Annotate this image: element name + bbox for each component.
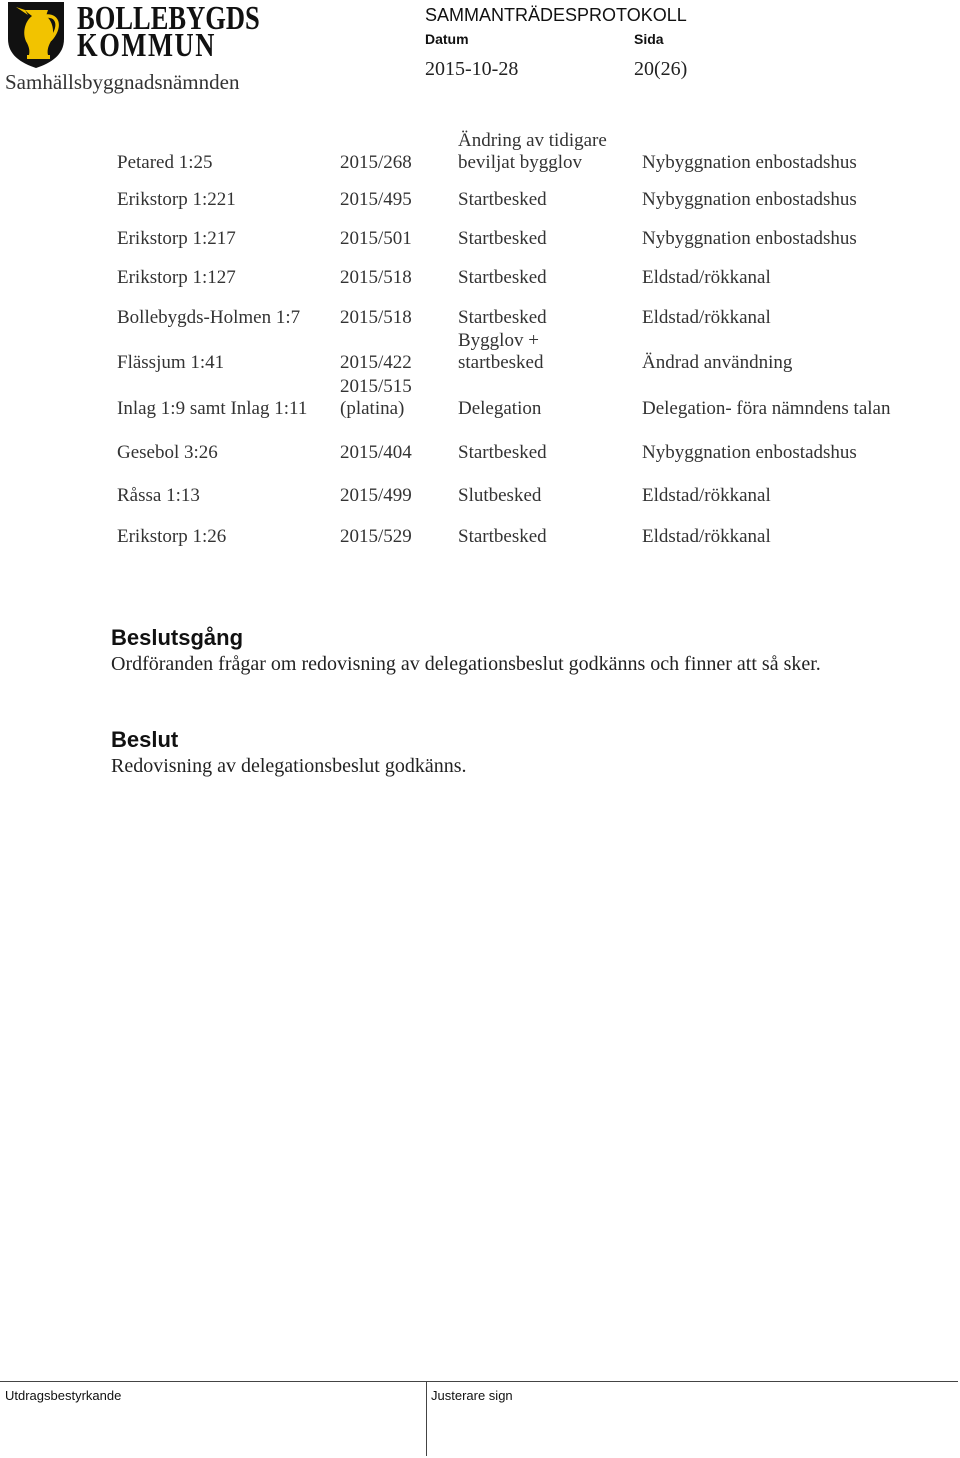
cell-property: Petared 1:25 xyxy=(117,152,213,173)
cell-case-number: 2015/495 xyxy=(340,189,412,210)
logo-wordmark-line2: KOMMUN xyxy=(77,27,216,64)
cell-property: Inlag 1:9 samt Inlag 1:11 xyxy=(117,398,308,419)
document-type: SAMMANTRÄDESPROTOKOLL xyxy=(425,5,687,25)
footer-divider xyxy=(0,1381,958,1382)
table-row xyxy=(117,374,959,420)
cell-decision: Delegation xyxy=(458,398,542,419)
section-heading-decision-process: Beslutsgång xyxy=(111,625,244,650)
cell-description: Nybyggnation enbostadshus xyxy=(642,228,857,249)
cell-description: Nybyggnation enbostadshus xyxy=(642,442,857,463)
cell-description: Eldstad/rökkanal xyxy=(642,267,771,288)
cell-case-number: 2015/518 xyxy=(340,267,412,288)
table-row xyxy=(117,329,959,374)
cell-property: Flässjum 1:41 xyxy=(117,352,225,373)
department-name: Samhällsbyggnadsnämnden xyxy=(5,70,240,94)
cell-decision: Slutbesked xyxy=(458,485,542,506)
cell-property: Erikstorp 1:26 xyxy=(117,526,227,547)
footer-adjuster-signature-label: Justerare sign xyxy=(431,1388,513,1403)
cell-property: Erikstorp 1:127 xyxy=(117,267,236,288)
cell-property: Erikstorp 1:221 xyxy=(117,189,236,210)
footer-column-divider xyxy=(426,1381,427,1456)
cell-decision: Startbesked xyxy=(458,526,547,547)
cell-case-number: 2015/268 xyxy=(340,152,412,173)
cell-case-number: 2015/501 xyxy=(340,228,412,249)
crest-jug-base xyxy=(27,55,50,59)
cell-case-number: 2015/518 xyxy=(340,307,412,328)
cell-decision: Startbesked xyxy=(458,307,547,328)
cell-decision: Startbesked xyxy=(458,267,547,288)
meeting-date: 2015-10-28 xyxy=(425,58,519,80)
section-heading-decision: Beslut xyxy=(111,727,179,752)
table-row xyxy=(117,250,959,289)
cell-decision: Startbesked xyxy=(458,189,547,210)
cell-description: Eldstad/rökkanal xyxy=(642,526,771,547)
cell-property: Bollebygds-Holmen 1:7 xyxy=(117,307,301,328)
table-row xyxy=(117,128,959,174)
logo-wordmark-line1: BOLLEBYGDS xyxy=(77,0,260,37)
cell-description: Nybyggnation enbostadshus xyxy=(642,152,857,173)
cell-decision: Bygglov + startbesked xyxy=(458,330,544,373)
section-text-decision-process: Ordföranden frågar om redovisning av delegationsbeslut godkänns och finner att så sker. xyxy=(111,653,821,675)
cell-description: Nybyggnation enbostadshus xyxy=(642,189,857,210)
cell-property: Gesebol 3:26 xyxy=(117,442,218,463)
cell-description: Delegation- föra nämndens talan xyxy=(642,398,891,419)
section-text-decision: Redovisning av delegationsbeslut godkänns. xyxy=(111,755,467,777)
table-row xyxy=(117,420,959,464)
page-number: 20(26) xyxy=(634,58,688,80)
page-label: Sida xyxy=(634,31,664,47)
cell-decision: Startbesked xyxy=(458,228,547,249)
table-row xyxy=(117,507,959,548)
table-row xyxy=(117,211,959,250)
cell-property: Erikstorp 1:217 xyxy=(117,228,236,249)
cell-case-number: 2015/404 xyxy=(340,442,412,463)
table-row xyxy=(117,289,959,329)
footer-extract-certification-label: Utdragsbestyrkande xyxy=(5,1388,122,1403)
table-row xyxy=(117,464,959,507)
cell-decision: Ändring av tidigare beviljat bygglov xyxy=(458,130,607,173)
date-label: Datum xyxy=(425,31,469,47)
cell-description: Ändrad användning xyxy=(642,352,793,373)
cell-case-number: 2015/499 xyxy=(340,485,412,506)
cell-case-number: 2015/515 (platina) xyxy=(340,376,412,419)
cell-property: Råssa 1:13 xyxy=(117,485,200,506)
cell-description: Eldstad/rökkanal xyxy=(642,307,771,328)
table-row xyxy=(117,174,959,211)
delegation-decisions-table xyxy=(117,128,959,548)
cell-decision: Startbesked xyxy=(458,442,547,463)
cell-case-number: 2015/422 xyxy=(340,352,412,373)
cell-case-number: 2015/529 xyxy=(340,526,412,547)
cell-description: Eldstad/rökkanal xyxy=(642,485,771,506)
municipal-crest-icon xyxy=(7,1,65,69)
